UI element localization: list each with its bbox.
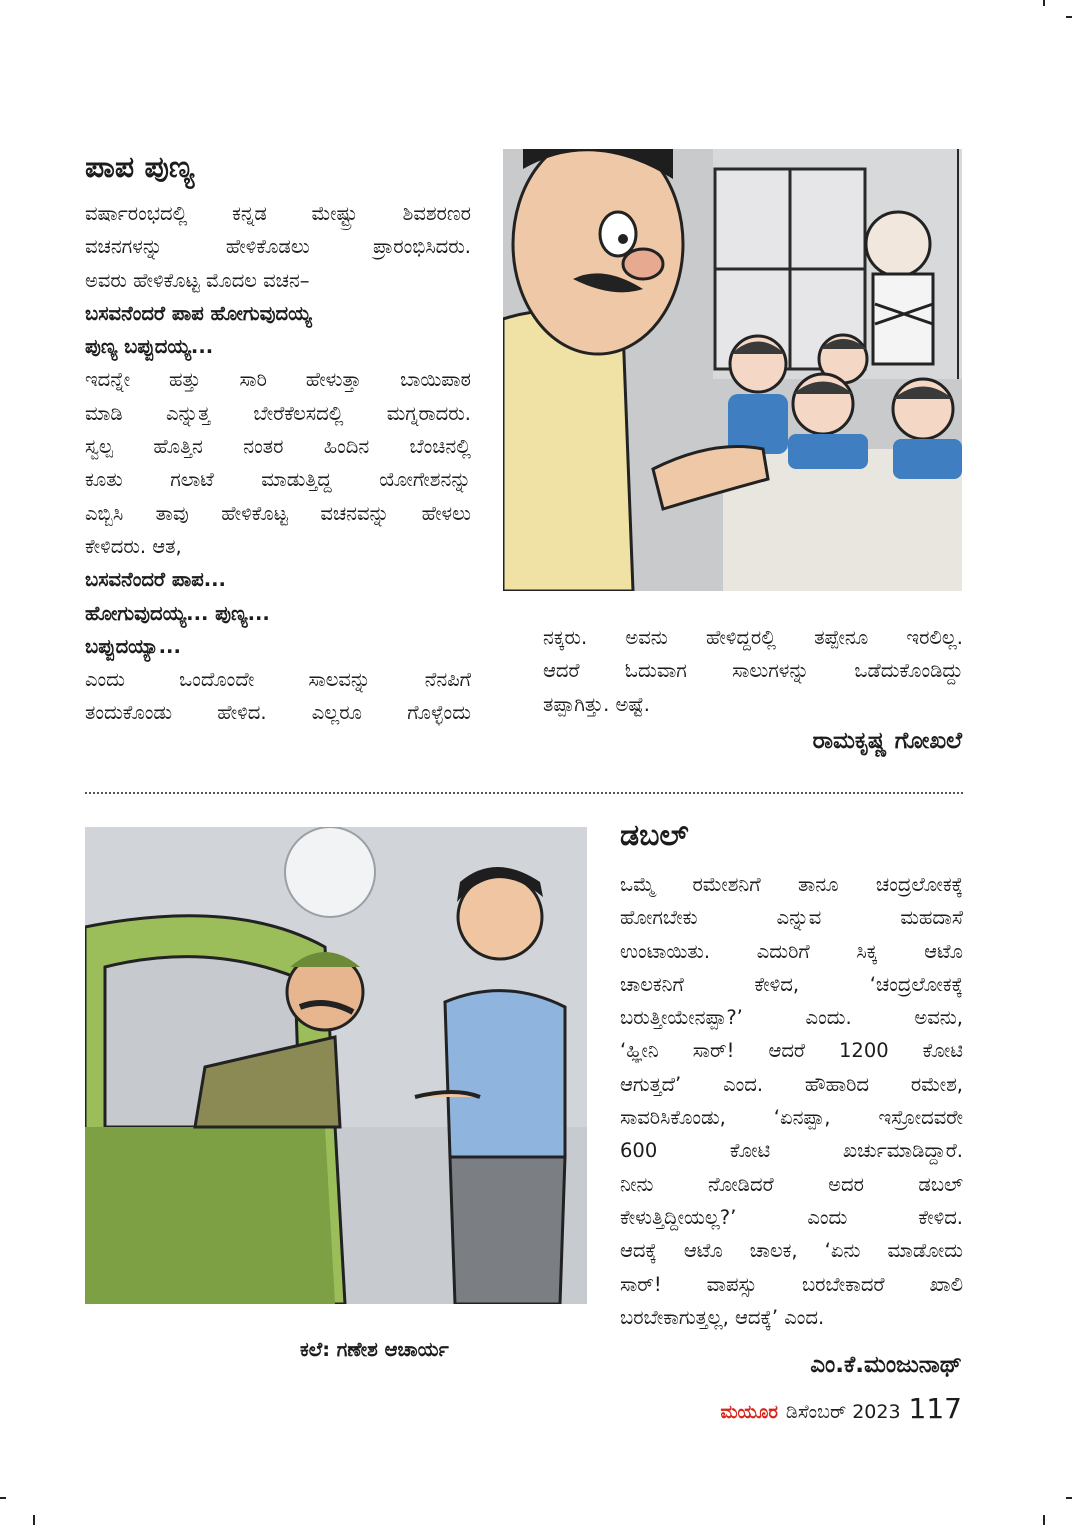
text-line: ಎಂದು ಒಂದೊಂದೇ ಸಾಲವನ್ನು ನೆನಪಿಗೆ bbox=[85, 668, 471, 692]
story1-text-right bbox=[543, 621, 963, 721]
text-line: ತಪ್ಪಾಗಿತ್ತು. ಅಷ್ಟೆ. bbox=[543, 692, 650, 716]
text-line: ಪುಣ್ಯ ಬಪ್ಪುದಯ್ಯ... bbox=[85, 335, 214, 359]
story2-author: ಎಂ.ಕೆ.ಮಂಜುನಾಥ್ bbox=[810, 1352, 962, 1378]
text-line: ಆದಕ್ಕೆ ಆಟೊ ಚಾಲಕ, ‘ಏನು ಮಾಡೋದು bbox=[620, 1239, 963, 1263]
text-line: ಹೋಗುವುದಯ್ಯ... ಪುಣ್ಯ... bbox=[85, 601, 270, 625]
classroom-illustration bbox=[503, 149, 962, 591]
text-line: ಕೂತು ಗಲಾಟೆ ಮಾಡುತ್ತಿದ್ದ ಯೋಗೇಶನನ್ನು bbox=[85, 468, 471, 492]
text-line: ಎಬ್ಬಿಸಿ ತಾವು ಹೇಳಿಕೊಟ್ಟ ವಚನವನ್ನು ಹೇಳಲು bbox=[85, 501, 471, 525]
story2-text bbox=[620, 868, 963, 1334]
text-line: ತಂದುಕೊಂಡು ಹೇಳಿದ. ಎಲ್ಲರೂ ಗೊಳ್ಳೆಂದು bbox=[85, 701, 471, 725]
text-line: ವಚನಗಳನ್ನು ಹೇಳಿಕೊಡಲು ಪ್ರಾರಂಭಿಸಿದರು. bbox=[85, 235, 471, 259]
text-line: ‘ಹ್ಞೀನಿ ಸಾರ್! ಆದರೆ 1200 ಕೋಟಿ bbox=[620, 1039, 963, 1063]
text-line: ಇದನ್ನೇ ಹತ್ತು ಸಾರಿ ಹೇಳುತ್ತಾ ಬಾಯಿಪಾಠ bbox=[85, 368, 471, 392]
story1-title: ಪಾಪ ಪುಣ್ಯ bbox=[85, 150, 195, 185]
text-line: ನೀನು ನೋಡಿದರೆ ಅದರ ಡಬಲ್ bbox=[620, 1172, 963, 1196]
text-line: ಕೇಳಿದರು. ಆತ, bbox=[85, 534, 182, 558]
crop-mark bbox=[1066, 16, 1072, 18]
crop-mark bbox=[1043, 0, 1045, 6]
text-line: ಮಾಡಿ ಎನ್ನುತ್ತ ಬೇರೆಕೆಲಸದಲ್ಲಿ ಮಗ್ನರಾದರು. bbox=[85, 401, 471, 425]
page-number: 117 bbox=[908, 1392, 962, 1425]
text-line: ಸಾವರಿಸಿಕೊಂಡು, ‘ಏನಪ್ಪಾ, ಇಸ್ರೋದವರೇ bbox=[620, 1106, 963, 1130]
section-divider bbox=[85, 792, 963, 794]
text-line: ಆಗುತ್ತದೆ’ ಎಂದ. ಹೌಹಾರಿದ ರಮೇಶ, bbox=[620, 1072, 963, 1096]
auto-rickshaw-illustration bbox=[85, 827, 587, 1304]
text-line: ಹೋಗಬೇಕು ಎನ್ನುವ ಮಹದಾಸೆ bbox=[620, 906, 963, 930]
art-credit: ಕಲೆ: ಗಣೇಶ ಆಚಾರ್ಯ bbox=[300, 1338, 449, 1361]
text-line: ಬಪ್ಪುದಯ್ಯಾ... bbox=[85, 634, 181, 658]
story1-author: ರಾಮಕೃಷ್ಣ ಗೋಖಲೆ bbox=[812, 728, 962, 754]
text-line: ಒಮ್ಮೆ ರಮೇಶನಿಗೆ ತಾನೂ ಚಂದ್ರಲೋಕಕ್ಕೆ bbox=[620, 873, 963, 896]
text-line: ಆದರೆ ಓದುವಾಗ ಸಾಲುಗಳನ್ನು ಒಡೆದುಕೊಂಡಿದ್ದು bbox=[543, 659, 963, 683]
text-line: ಕೇಳುತ್ತಿದ್ದೀಯಲ್ಲ?’ ಎಂದು ಕೇಳಿದ. bbox=[620, 1205, 963, 1229]
text-line: ಬರಬೇಕಾಗುತ್ತಲ್ಲ, ಆದಕ್ಕೆ’ ಎಂದ. bbox=[620, 1305, 825, 1329]
issue-date: ಡಿಸೆಂಬರ್ 2023 bbox=[785, 1401, 901, 1423]
magazine-logo: ಮಯೂರ bbox=[720, 1402, 778, 1423]
crop-mark bbox=[33, 1515, 35, 1525]
text-line: ಸ್ವಲ್ಪ ಹೊತ್ತಿನ ನಂತರ ಹಿಂದಿನ ಬೆಂಚಿನಲ್ಲಿ bbox=[85, 435, 471, 459]
text-line: ವರ್ಷಾರಂಭದಲ್ಲಿ ಕನ್ನಡ ಮೇಷ್ಟ್ರು ಶಿವಶರಣರ bbox=[85, 202, 471, 225]
text-line: ಬಸವನೆಂದರೆ ಪಾಪ ಹೋಗುವುದಯ್ಯ bbox=[85, 301, 312, 325]
text-line: ಸಾರ್! ವಾಪಸ್ಸು ಬರಬೇಕಾದರೆ ಖಾಲಿ bbox=[620, 1272, 963, 1296]
crop-mark bbox=[1043, 1515, 1045, 1525]
crop-mark bbox=[0, 1497, 6, 1499]
text-line: 600 ಕೋಟಿ ಖರ್ಚುಮಾಡಿದ್ದಾರೆ. bbox=[620, 1139, 963, 1163]
text-line: ಅವರು ಹೇಳಿಕೊಟ್ಟ ಮೊದಲ ವಚನ– bbox=[85, 268, 310, 292]
story1-text-left bbox=[85, 197, 471, 730]
text-line: ಬರುತ್ತೀಯೇನಪ್ಪಾ?’ ಎಂದು. ಅವನು, bbox=[620, 1006, 963, 1030]
text-line: ಚಾಲಕನಿಗೆ ಕೇಳಿದ, ‘ಚಂದ್ರಲೋಕಕ್ಕೆ bbox=[620, 972, 963, 996]
crop-mark bbox=[1066, 1497, 1072, 1499]
text-line: ಉಂಟಾಯಿತು. ಎದುರಿಗೆ ಸಿಕ್ಕ ಆಟೊ bbox=[620, 939, 963, 963]
text-line: ನಕ್ಕರು. ಅವನು ಹೇಳಿದ್ದರಲ್ಲಿ ತಪ್ಪೇನೂ ಇರಲಿಲ್ಲ. bbox=[543, 626, 963, 649]
story2-title: ಡಬಲ್ bbox=[620, 818, 689, 853]
text-line: ಬಸವನೆಂದರೆ ಪಾಪ... bbox=[85, 568, 226, 592]
page-footer bbox=[720, 1392, 962, 1425]
